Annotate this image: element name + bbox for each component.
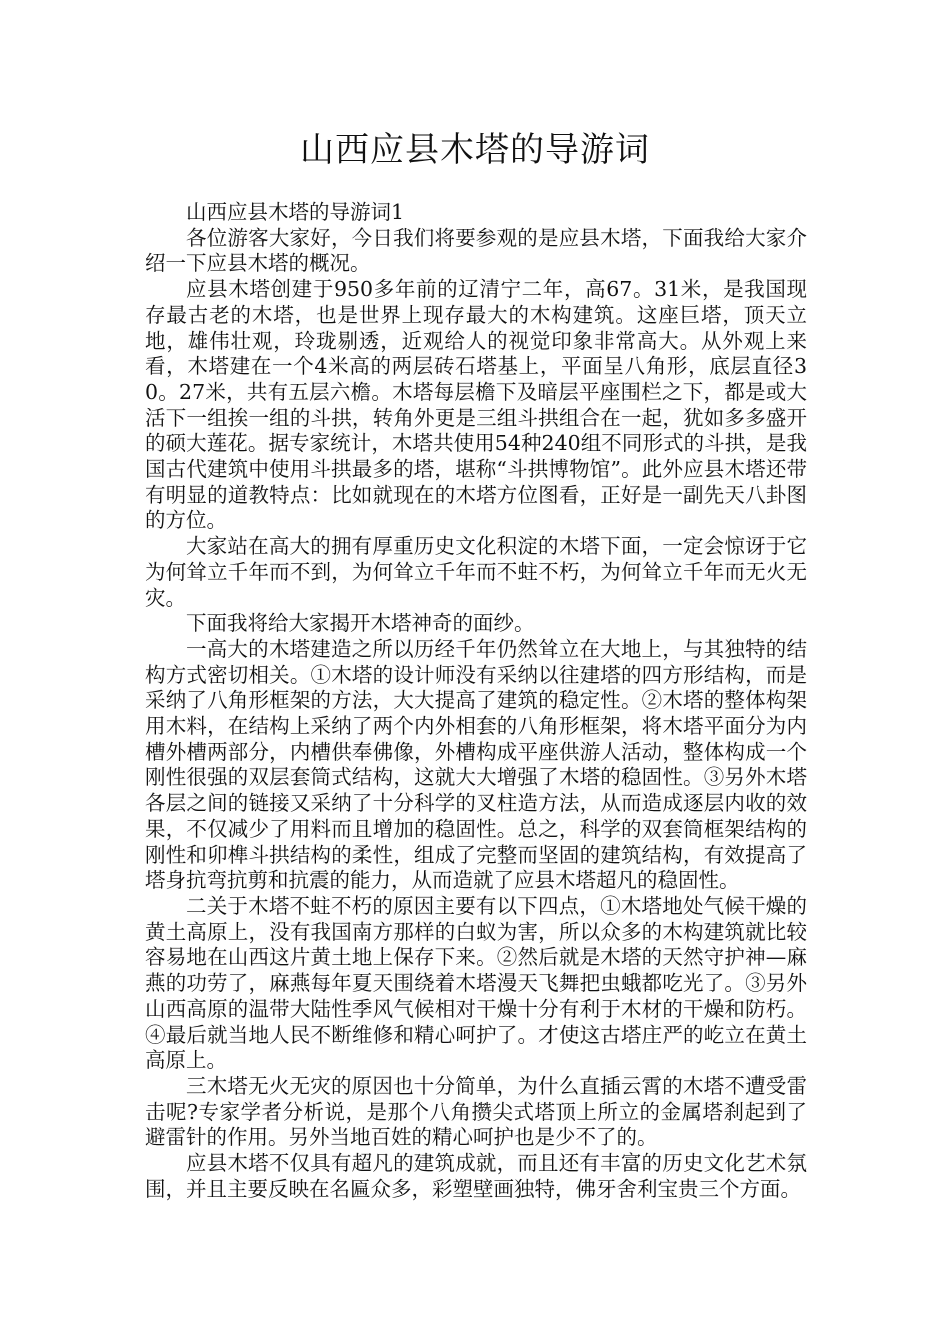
paragraph-subtitle: 山西应县木塔的导游词1	[186, 200, 405, 224]
document-body	[145, 200, 807, 1202]
paragraph-overview: 应县木塔创建于950多年前的辽清宁二年，高67。31米，是我国现存最古老的木塔，也是世界上现存最大的木构建筑。这座巨塔，顶天立地，雄伟壮观，玲珑剔透，近观给人的视觉印象非常高大。从外观上来看，木塔建在一个4米高的两层砖石塔基上，平面呈八角形，底层直径30。27米，共有五层六檐。木塔每层檐下及暗层平座围栏之下，都是或大活下一组挨一组的斗拱，转角外更是三组斗拱组合在一起，犹如多多盛开的硕大莲花。据专家统计，木塔共使用54种240组不同形式的斗拱，是我国古代建筑中使用斗拱最多的塔，堪称“斗拱博物馆”。此外应县木塔还带有明显的道教特点：比如就现在的木塔方位图看，正好是一副先天八卦图的方位。	[145, 277, 807, 533]
paragraph-no-decay: 二关于木塔不蛀不朽的原因主要有以下四点，①木塔地处气候干燥的黄土高原上，没有我国南方那样的白蚁为害，所以众多的木构建筑就比较容易地在山西这片黄土地上保存下来。②然后就是木塔的天然守护神—麻燕的功劳了，麻燕每年夏天围绕着木塔漫天飞舞把虫蛾都吃光了。③另外山西高原的温带大陆性季风气候相对干燥十分有利于木材的干燥和防朽。④最后就当地人民不断维修和精心呵护了。才使这古塔庄严的屹立在黄土高原上。	[145, 893, 807, 1073]
paragraph-intro-secret: 下面我将给大家揭开木塔神奇的面纱。	[186, 611, 535, 636]
paragraph-structure: 一高大的木塔建造之所以历经千年仍然耸立在大地上，与其独特的结构方式密切相关。①木塔的设计师没有采纳以往建塔的四方形结构，而是采纳了八角形框架的方法，大大提高了建筑的稳定性。②木塔的整体构架用木料，在结构上采纳了两个内外相套的八角形框架，将木塔平面分为内槽外槽两部分，内槽供奉佛像，外槽构成平座供游人活动，整体构成一个刚性很强的双层套筒式结构，这就大大增强了木塔的稳固性。③另外木塔各层之间的链接又采纳了十分科学的叉柱造方法，从而造成逐层内收的效果，不仅减少了用料而且增加的稳固性。总之，科学的双套筒框架结构的刚性和卯榫斗拱结构的柔性，组成了完整而坚固的建筑结构，有效提高了塔身抗弯抗剪和抗震的能力，从而造就了应县木塔超凡的稳固性。	[145, 636, 807, 893]
paragraph-no-fire: 三木塔无火无灾的原因也十分简单，为什么直插云霄的木塔不遭受雷击呢?专家学者分析说，是那个八角攒尖式塔顶上所立的金属塔刹起到了避雷针的作用。另外当地百姓的精心呵护也是少不了的。	[145, 1073, 807, 1150]
paragraph-culture: 应县木塔不仅具有超凡的建筑成就，而且还有丰富的历史文化艺术氛围，并且主要反映在名匾众多，彩塑壁画独特，佛牙舍利宝贵三个方面。	[145, 1151, 807, 1201]
paragraph-questions: 大家站在高大的拥有厚重历史文化积淀的木塔下面，一定会惊讶于它为何耸立千年而不到，为何耸立千年而不蛀不朽，为何耸立千年而无火无灾。	[145, 534, 807, 610]
document-title: 山西应县木塔的导游词	[300, 130, 650, 170]
paragraph-greeting: 各位游客大家好，今日我们将要参观的是应县木塔，下面我给大家介绍一下应县木塔的概况。	[145, 225, 807, 276]
